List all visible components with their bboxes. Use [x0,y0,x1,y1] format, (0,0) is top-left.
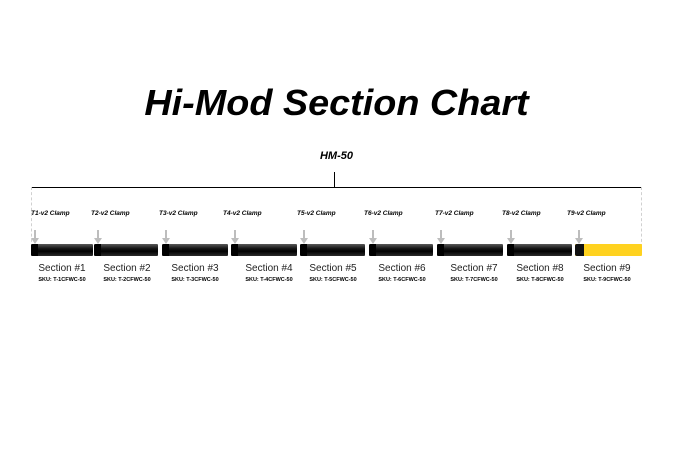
clamp-label: T5-v2 Clamp [297,210,336,217]
section-4 [223,210,297,290]
section-5 [297,210,365,290]
section-label: Section #9 [583,263,631,274]
arrow-down-icon [440,230,442,240]
rod-section-blank [31,244,93,256]
section-1 [31,210,93,290]
sku-label: SKU: T-2CFWC-50 [103,277,151,283]
section-9 [567,210,642,290]
section-label: Section #5 [309,263,357,274]
ferrule [231,244,238,256]
section-8 [502,210,572,290]
section-label: Section #1 [38,263,86,274]
ferrule [369,244,376,256]
model-tick [334,172,335,187]
sku-label: SKU: T-4CFWC-50 [245,277,293,283]
clamp-label: T9-v2 Clamp [567,210,606,217]
sku-label: SKU: T-3CFWC-50 [171,277,219,283]
clamp-label: T7-v2 Clamp [435,210,474,217]
rod-section-blank [437,244,503,256]
clamp-label: T1-v2 Clamp [31,210,70,217]
clamp-label: T6-v2 Clamp [364,210,403,217]
ferrule [437,244,444,256]
section-label: Section #8 [516,263,564,274]
rod-tip-section [575,244,642,256]
sku-label: SKU: T-5CFWC-50 [309,277,357,283]
rod-section-blank [300,244,365,256]
ferrule [31,244,38,256]
section-3 [159,210,228,290]
section-label: Section #2 [103,263,151,274]
sku-label: SKU: T-7CFWC-50 [450,277,498,283]
section-7 [437,210,503,290]
arrow-down-icon [97,230,99,240]
arrow-down-icon [34,230,36,240]
section-6 [364,210,433,290]
arrow-down-icon [234,230,236,240]
clamp-label: T2-v2 Clamp [91,210,130,217]
sku-label: SKU: T-1CFWC-50 [38,277,86,283]
ferrule [162,244,169,256]
ferrule [575,244,584,256]
clamp-label: T8-v2 Clamp [502,210,541,217]
sku-label: SKU: T-6CFWC-50 [378,277,426,283]
rod-section-blank [162,244,228,256]
section-label: Section #3 [171,263,219,274]
rod-section-blank [369,244,433,256]
clamp-label: T3-v2 Clamp [159,210,198,217]
rod-section-blank [507,244,572,256]
sku-label: SKU: T-8CFWC-50 [516,277,564,283]
rod-section-blank [94,244,158,256]
clamp-label: T4-v2 Clamp [223,210,262,217]
bracket-line [31,187,642,188]
ferrule [507,244,514,256]
section-label: Section #7 [450,263,498,274]
arrow-down-icon [303,230,305,240]
rod-section-blank [231,244,297,256]
ferrule [94,244,101,256]
section-label: Section #4 [245,263,293,274]
arrow-down-icon [372,230,374,240]
arrow-down-icon [165,230,167,240]
ferrule [300,244,307,256]
arrow-down-icon [510,230,512,240]
chart-title: Hi-Mod Section Chart [144,82,529,123]
sku-label: SKU: T-9CFWC-50 [583,277,631,283]
arrow-down-icon [578,230,580,240]
section-2 [91,210,158,290]
model-label: HM-50 [319,150,353,162]
section-label: Section #6 [378,263,426,274]
